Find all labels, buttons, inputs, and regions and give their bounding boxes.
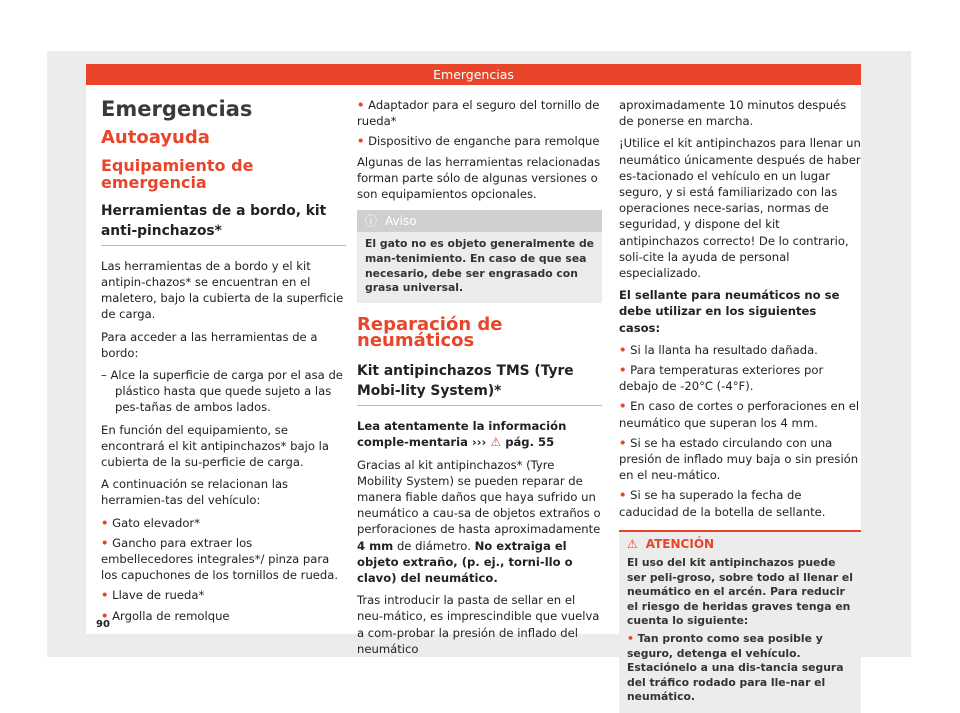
list-item: • Dispositivo de enganche para remolque <box>357 134 600 149</box>
section-banner <box>86 64 861 85</box>
column-3 <box>619 97 861 713</box>
list-item: • Si se ha superado la fecha de caducidad de la botella de sellante. <box>619 488 826 519</box>
notice-box <box>357 210 602 303</box>
paragraph: Gracias al kit antipinchazos* (Tyre Mobility System) se pueden reparar de manera fiable daños que haya sufrido un neumático a cau-sa de objetos extraños o perforaciones de hasta aproximadamente 4 mm de diámetro. No extraiga el objeto extraño, (p. ej., torni-llo o clavo) del neumático. <box>357 457 601 586</box>
bullet-icon: • <box>101 608 109 623</box>
warning-title: ATENCIÓN <box>645 536 715 551</box>
list-item: • Argolla de remolque <box>101 608 230 623</box>
paragraph: A continuación se relacionan las herramien-tas del vehículo: <box>101 477 289 508</box>
bullet-icon: • <box>101 535 109 550</box>
notice-title: Aviso <box>385 214 417 229</box>
paragraph: Tras introducir la pasta de sellar en el neu-mático, es imprescindible que vuelva a com-probar la presión de inflado del neumático <box>357 593 600 656</box>
bullet-icon: • <box>619 488 627 503</box>
heading-herramientas: Herramientas de a bordo, kit anti-pinchazos* <box>101 201 346 246</box>
list-item: • Gancho para extraer los embellecedores integrales*/ pinza para los capuchones de los tornillos de rueda. <box>101 535 339 583</box>
warning-body: El uso del kit antipinchazos puede ser peli-groso, sobre todo al llenar el neumático en el arcén. Para reducir el riesgo de heridas graves tenga en cuenta lo siguiente: • Tan pronto como sea posible y seguro, detenga el vehículo. Estaciónelo a una dis-tancia segura del tráfico rodado para lle-nar el neumático. <box>627 556 853 704</box>
paragraph: Las herramientas de a bordo y el kit antipin-chazos* se encuentran en el maletero, bajo la cubierta de la superficie de carga. <box>101 258 344 322</box>
cross-reference: Lea atentamente la información comple-mentaria ››› ⚠ pág. 55 <box>357 419 567 450</box>
notice-body: El gato no es objeto generalmente de man-tenimiento. En caso de que sea necesario, debe ser engrasado con grasa universal. <box>365 237 594 295</box>
bullet-icon: • <box>101 515 109 530</box>
bullet-icon: • <box>619 363 627 378</box>
bullet-icon: • <box>627 632 634 646</box>
car-warning-icon: ⚠ <box>490 435 502 450</box>
info-icon: ⓘ <box>365 214 378 229</box>
heading-emergencias: Emergencias <box>101 97 253 121</box>
page-number: 90 <box>96 619 110 630</box>
bullet-icon: • <box>357 98 365 112</box>
warning-box <box>619 530 861 713</box>
banner-title: Emergencias <box>433 67 514 82</box>
heading-reparacion: Reparación de neumáticos <box>357 313 503 351</box>
step-item: – Alce la superficie de carga por el asa de plástico hasta que quede sujeto a las pes-tañas de ambos lados. <box>101 368 343 415</box>
warning-icon: ⚠ <box>627 536 638 551</box>
column-1 <box>101 97 346 628</box>
heading-autoayuda: Autoayuda <box>101 127 210 149</box>
bullet-icon: • <box>619 342 627 357</box>
list-item: • Si se ha estado circulando con una presión de inflado muy baja o sin presión en el neu-mático. <box>619 435 859 483</box>
list-item: • En caso de cortes o perforaciones en el neumático que superan los 4 mm. <box>619 399 860 430</box>
paragraph: Para acceder a las herramientas de a bordo: <box>101 329 318 360</box>
heading-equipamiento: Equipamiento de emergencia <box>101 156 254 192</box>
heading-kit: Kit antipinchazos TMS (Tyre Mobi-lity System)* <box>357 361 602 406</box>
paragraph: En función del equipamiento, se encontrará el kit antipinchazos* bajo la cubierta de la su-perficie de carga. <box>101 422 329 470</box>
bullet-icon: • <box>619 435 627 450</box>
list-item: • Adaptador para el seguro del tornillo de rueda* <box>357 98 600 129</box>
page-link[interactable]: pág. 55 <box>505 435 555 450</box>
bold-heading: El sellante para neumáticos no se debe utilizar en los siguientes casos: <box>619 288 840 335</box>
notice-header <box>357 210 602 232</box>
list-item: • Si la llanta ha resultado dañada. <box>619 342 818 357</box>
bullet-icon: • <box>101 588 109 603</box>
list-item: • Llave de rueda* <box>101 588 205 603</box>
paragraph: aproximadamente 10 minutos después de ponerse en marcha. <box>619 98 847 129</box>
warning-header <box>619 532 861 556</box>
paragraph: ¡Utilice el kit antipinchazos para llenar un neumático únicamente después de haber es-tacionado el vehículo en un lugar seguro, y si está familiarizado con las operaciones nece-sarias, normas de seguridad, y dispone del kit antipinchazos correcto! De lo contrario, soli-cite la ayuda de personal especializado. <box>619 136 861 281</box>
bullet-icon: • <box>357 134 365 149</box>
column-2 <box>357 97 602 663</box>
bullet-icon: • <box>619 399 627 414</box>
list-item: • Para temperaturas exteriores por debajo de -20°C (-4°F). <box>619 363 824 394</box>
paragraph: Algunas de las herramientas relacionadas forman parte sólo de algunas versiones o son equipamientos opcionales. <box>357 154 601 202</box>
list-item: • Gato elevador* <box>101 515 200 530</box>
